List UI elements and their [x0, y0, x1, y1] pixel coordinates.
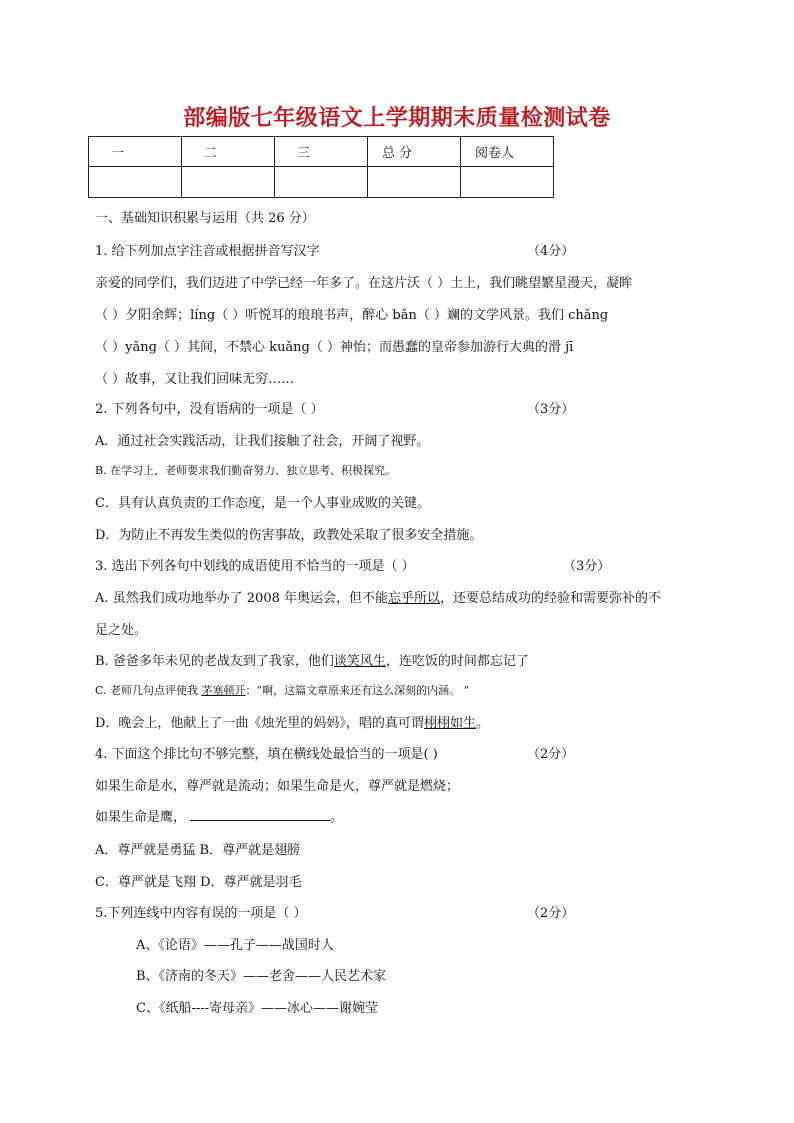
q3-b-post: ，连吃饭的时间都忘记了 — [385, 654, 529, 669]
q4-answer-blank[interactable] — [190, 808, 330, 821]
q4-stem: 4. 下面这个排比句不够完整，填在横线处最恰当的一项是( ) — [95, 747, 438, 762]
q1-line-3: （ ）yǎng（ ）其间，不禁心 kuǎng（ ）神怡；而愚蠢的皇帝参加游行大典的滑 jī — [95, 340, 574, 355]
page-title: 部编版七年级语文上学期期末质量检测试卷 — [183, 106, 611, 131]
q4-points: （2分） — [527, 747, 575, 762]
q3-c-pre: C. 老师几句点评使我 — [95, 684, 202, 697]
score-table-entry-row — [89, 167, 554, 198]
q5-stem: 5.下列连线中内容有误的一项是（ ） — [95, 906, 307, 921]
q3-option-d — [95, 712, 489, 731]
q1-line-1: 亲爱的同学们，我们迈进了中学已经一年多了。在这片沃（ ）土上，我们眺望繁星漫天，凝眸 — [95, 276, 633, 291]
q2-option-b: B. 在学习上，老师要求我们勤奋努力、独立思考、积极探究。 — [95, 464, 397, 477]
score-header-grader: 阅卷人 — [461, 137, 554, 167]
q2-points: （3分） — [527, 402, 575, 417]
q3-a-idiom: 忘乎所以 — [388, 591, 441, 606]
q4-line-1: 如果生命是水，尊严就是流动；如果生命是火，尊严就是燃烧； — [95, 779, 460, 794]
q3-d-idiom: 栩栩如生 — [423, 716, 476, 731]
q1-line-4: （ ）故事，又让我们回味无穷…… — [95, 372, 295, 387]
score-header-2: 二 — [182, 137, 275, 167]
q3-a-pre: A. 虽然我们成功地举办了 2008 年奥运会，但不能 — [95, 591, 389, 606]
q3-c-idiom: 茅塞顿开 — [201, 684, 246, 697]
q4-line-2-text: 如果生命是鹰， — [95, 810, 187, 825]
score-cell-2[interactable] — [182, 167, 275, 198]
score-header-total: 总 分 — [368, 137, 461, 167]
score-header-1: 一 — [89, 137, 182, 167]
q3-a-post: ，还要总结成功的经验和需要弥补的不 — [440, 591, 662, 606]
q4-options-ab: A．尊严就是勇猛 B．尊严就是翅膀 — [95, 843, 301, 858]
q5-option-a: A、《论语》——孔子——战国时人 — [136, 938, 334, 953]
q2-option-d: D．为防止不再发生类似的伤害事故，政教处采取了很多安全措施。 — [95, 528, 483, 543]
q3-d-post: 。 — [475, 716, 489, 731]
q3-option-b — [95, 650, 529, 669]
q2-stem: 2. 下列各句中，没有语病的一项是（ ） — [95, 402, 324, 417]
score-cell-grader[interactable] — [461, 167, 554, 198]
score-cell-3[interactable] — [275, 167, 368, 198]
q3-stem: 3. 选出下列各句中划线的成语使用不恰当的一项是（ ） — [95, 559, 415, 574]
score-table — [88, 136, 554, 198]
q3-c-post: ：“啊，这篇文章原来还有这么深刻的内涵。 ” — [245, 684, 470, 697]
q3-points: （3分） — [563, 559, 611, 574]
section-1-heading: 一、基础知识积累与运用（共 26 分） — [95, 211, 315, 226]
q4-line-2-end: 。 — [330, 810, 344, 825]
q4-options-cd: C．尊严就是飞翔 D．尊严就是羽毛 — [95, 875, 302, 890]
q1-stem: 1. 给下列加点字注音或根据拼音写汉字 — [95, 244, 320, 259]
q5-points: （2分） — [527, 906, 575, 921]
q2-option-c: C．具有认真负责的工作态度，是一个人事业成败的关键。 — [95, 496, 430, 511]
q3-option-a-cont: 足之处。 — [95, 623, 148, 638]
q3-b-idiom: 谈笑风生 — [333, 654, 386, 669]
q3-option-c — [95, 682, 469, 698]
q5-option-c: C、《纸船----寄母亲》——冰心——谢婉莹 — [136, 1001, 379, 1016]
q4-line-2 — [95, 806, 343, 825]
q1-points: （4分） — [527, 244, 575, 259]
score-header-3: 三 — [275, 137, 368, 167]
score-table-header-row — [89, 137, 554, 167]
q2-option-a: A．通过社会实践活动，让我们接触了社会，开阔了视野。 — [95, 434, 430, 449]
q3-option-a — [95, 587, 661, 606]
q1-line-2: （ ）夕阳余辉；líng（ ）听悦耳的琅琅书声，醉心 bǎn（ ）斓的文学风景。我们 chǎng — [95, 308, 609, 323]
q3-d-pre: D．晚会上，他献上了一曲《烛光里的妈妈》，唱的真可谓 — [95, 716, 424, 731]
score-cell-total[interactable] — [368, 167, 461, 198]
q3-b-pre: B. 爸爸多年未见的老战友到了我家，他们 — [95, 654, 334, 669]
score-cell-1[interactable] — [89, 167, 182, 198]
q5-option-b: B、《济南的冬天》——老舍——人民艺术家 — [136, 969, 387, 984]
